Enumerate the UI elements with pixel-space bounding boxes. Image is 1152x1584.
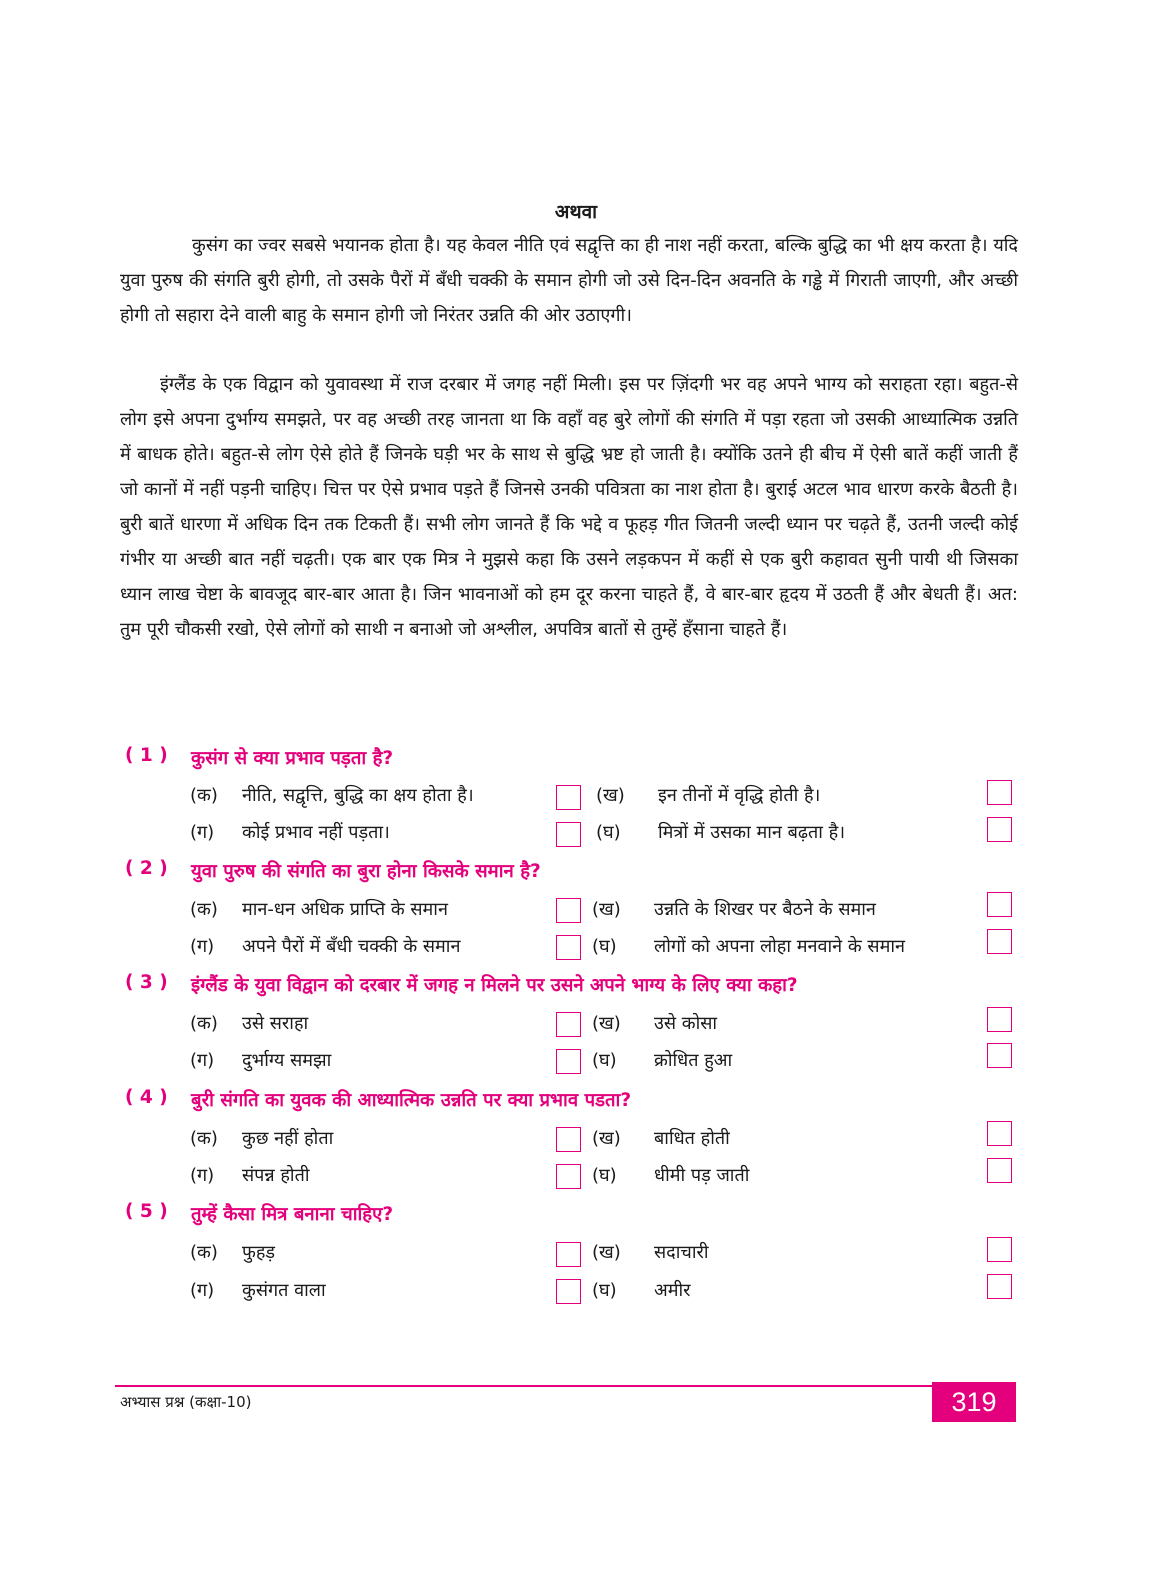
answer-checkbox-q1-kha[interactable] <box>987 780 1012 805</box>
footer-divider <box>115 1385 932 1387</box>
answer-checkbox-q4-gha[interactable] <box>987 1158 1012 1183</box>
option-label: (क) <box>190 785 218 806</box>
option-label: (क) <box>190 1128 218 1149</box>
option-text: कुछ नहीं होता <box>242 1128 334 1149</box>
answer-checkbox-q1-ka[interactable] <box>556 785 581 810</box>
option-text: मान-धन अधिक प्राप्ति के समान <box>242 899 448 920</box>
option-label: (ग) <box>190 822 215 843</box>
option-label: (ग) <box>190 936 215 957</box>
option-text: फुहड़ <box>242 1242 276 1263</box>
option-text: उसे सराहा <box>242 1013 309 1034</box>
passage-paragraph-2: इंग्लैंड के एक विद्वान को युवावस्था में राज दरबार में जगह नहीं मिली। इस पर ज़िंदगी भर वह अपने भाग्य को सराहता रहा। बहुत-से लोग इसे अपना दुर्भाग्य समझते, पर वह अच्छी तरह जानता था कि वहाँ वह बुरे लोगों की संगति में पड़ा रहता जो उसकी आध्यात्मिक उन्नति में बाधक होते। बहुत-से लोग ऐसे होते हैं जिनके घड़ी भर के साथ से बुद्धि भ्रष्ट हो जाती है। क्योंकि उतने ही बीच में ऐसी बातें कहीं जाती हैं जो कानों में नहीं पड़नी चाहिए। चित्त पर ऐसे प्रभाव पड़ते हैं जिनसे उनकी पवित्रता का नाश होता है। बुराई अटल भाव धारण करके बैठती है। बुरी बातें धारणा में अधिक दिन तक टिकती हैं। सभी लोग जानते हैं कि भद्दे व फूहड़ गीत जितनी जल्दी ध्यान पर चढ़ते हैं, उतनी जल्दी कोई गंभीर या अच्छी बात नहीं चढ़ती। एक बार एक मित्र ने मुझसे कहा कि उसने लड़कपन में कहीं से एक बुरी कहावत सुनी पायी थी जिसका ध्यान लाख चेष्टा के बावजूद बार-बार आता है। जिन भावनाओं को हम दूर करना चाहते हैं, वे बार-बार हृदय में उठती हैं और बेधती हैं। अत: तुम पूरी चौकसी रखो, ऐसे लोगों को साथी न बनाओ जो अश्लील, अपवित्र बातों से तुम्हें हँसाना चाहते हैं। <box>120 374 1018 640</box>
option-label: (घ) <box>592 1165 617 1186</box>
answer-checkbox-q5-ga[interactable] <box>556 1279 581 1304</box>
option-text: लोगों को अपना लोहा मनवाने के समान <box>654 936 906 957</box>
answer-checkbox-q2-ka[interactable] <box>556 898 581 923</box>
answer-checkbox-q3-gha[interactable] <box>987 1043 1012 1068</box>
option-label: (ग) <box>190 1280 215 1301</box>
option-text: उन्नति के शिखर पर बैठने के समान <box>654 899 876 920</box>
answer-checkbox-q4-ga[interactable] <box>556 1164 581 1189</box>
option-text: कोई प्रभाव नहीं पड़ता। <box>242 822 390 843</box>
question-text: कुसंग से क्या प्रभाव पड़ता है? <box>191 748 394 769</box>
option-label: (ग) <box>190 1050 215 1071</box>
answer-checkbox-q5-gha[interactable] <box>987 1274 1012 1299</box>
answer-checkbox-q1-ga[interactable] <box>556 822 581 847</box>
option-text: कुसंगत वाला <box>242 1280 326 1301</box>
question-number: ( 4 ) <box>125 1087 168 1108</box>
option-label: (क) <box>190 899 218 920</box>
question-2 <box>125 858 1025 888</box>
section-heading: अथवा <box>554 201 598 223</box>
answer-checkbox-q5-kha[interactable] <box>987 1237 1012 1262</box>
option-text: क्रोधित हुआ <box>654 1050 733 1071</box>
question-number: ( 5 ) <box>125 1201 168 1222</box>
option-text: संपन्न होती <box>242 1165 310 1186</box>
page-number: 319 <box>932 1382 1016 1422</box>
passage-paragraph-1: कुसंग का ज्वर सबसे भयानक होता है। यह केवल नीति एवं सद्वृत्ति का ही नाश नहीं करता, बल्कि बुद्धि का भी क्षय करता है। यदि युवा पुरुष की संगति बुरी होगी, तो उसके पैरों में बँधी चक्की के समान होगी जो उसे दिन-दिन अवनति के गड्ढे में गिराती जाएगी, और अच्छी होगी तो सहारा देने वाली बाहु के समान होगी जो निरंतर उन्नति की ओर उठाएगी। <box>120 235 1018 326</box>
answer-checkbox-q3-kha[interactable] <box>987 1007 1012 1032</box>
option-label: (घ) <box>596 822 621 843</box>
question-text: बुरी संगति का युवक की आध्यात्मिक उन्नति पर क्या प्रभाव पडता? <box>191 1090 632 1111</box>
answer-checkbox-q4-kha[interactable] <box>987 1121 1012 1146</box>
option-text: बाधित होती <box>654 1128 730 1149</box>
option-text: नीति, सद्वृत्ति, बुद्धि का क्षय होता है। <box>242 785 474 806</box>
option-label: (क) <box>190 1013 218 1034</box>
question-1 <box>125 745 1025 775</box>
question-number: ( 3 ) <box>125 972 168 993</box>
option-text: धीमी पड़ जाती <box>654 1165 750 1186</box>
option-label: (ख) <box>592 899 621 920</box>
answer-checkbox-q2-kha[interactable] <box>987 892 1012 917</box>
option-label: (ग) <box>190 1165 215 1186</box>
option-text: इन तीनों में वृद्धि होती है। <box>658 785 821 806</box>
question-text: इंग्लैंड के युवा विद्वान को दरबार में जगह न मिलने पर उसने अपने भाग्य के लिए क्या कहा? <box>191 975 798 996</box>
option-label: (घ) <box>592 1050 617 1071</box>
option-text: उसे कोसा <box>654 1013 718 1034</box>
footer-book-title: अभ्यास प्रश्न (कक्षा-10) <box>120 1393 252 1411</box>
option-label: (घ) <box>592 1280 617 1301</box>
answer-checkbox-q2-ga[interactable] <box>556 935 581 960</box>
option-text: सदाचारी <box>654 1242 709 1263</box>
answer-checkbox-q1-gha[interactable] <box>987 817 1012 842</box>
question-text: युवा पुरुष की संगति का बुरा होना किसके समान है? <box>191 861 541 882</box>
option-label: (ख) <box>592 1128 621 1149</box>
option-label: (ख) <box>592 1013 621 1034</box>
answer-checkbox-q2-gha[interactable] <box>987 929 1012 954</box>
answer-checkbox-q5-ka[interactable] <box>556 1242 581 1267</box>
option-label: (क) <box>190 1242 218 1263</box>
option-label: (घ) <box>592 936 617 957</box>
question-text: तुम्हें कैसा मित्र बनाना चाहिए? <box>191 1204 394 1225</box>
answer-checkbox-q4-ka[interactable] <box>556 1127 581 1152</box>
question-number: ( 2 ) <box>125 858 168 879</box>
question-4 <box>125 1087 1025 1117</box>
option-text: मित्रों में उसका मान बढ़ता है। <box>658 822 846 843</box>
option-text: अमीर <box>654 1280 691 1301</box>
question-number: ( 1 ) <box>125 745 168 766</box>
option-text: अपने पैरों में बँधी चक्की के समान <box>242 936 461 957</box>
option-label: (ख) <box>596 785 625 806</box>
answer-checkbox-q3-ka[interactable] <box>556 1012 581 1037</box>
answer-checkbox-q3-ga[interactable] <box>556 1049 581 1074</box>
option-label: (ख) <box>592 1242 621 1263</box>
option-text: दुर्भाग्य समझा <box>242 1050 332 1071</box>
question-5 <box>125 1201 1025 1231</box>
question-3 <box>125 972 1025 1002</box>
